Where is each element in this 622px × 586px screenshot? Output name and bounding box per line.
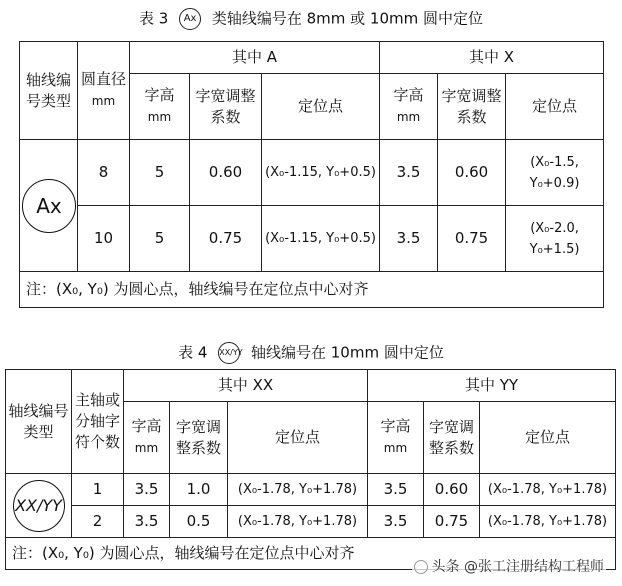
header-char-height-a-unit: mm: [147, 110, 172, 124]
header-position-yy: 定位点: [480, 402, 616, 474]
cell-char-height-xx: 3.5: [124, 474, 170, 506]
header-char-height-a-label: 字高: [144, 86, 175, 104]
cell-char-height-yy: 3.5: [368, 506, 424, 538]
cell-position-x: (X₀-1.5, Y₀+0.9): [506, 140, 604, 206]
watermark-text: 头条 @张工注册结构工程师: [431, 559, 604, 575]
table2-note: 注：(X₀, Y₀) 为圆心点，轴线编号在定位点中心对齐: [6, 538, 616, 570]
header-char-height-yy-label: 字高: [380, 417, 411, 435]
header-type: 轴线编号类型: [20, 42, 78, 140]
cell-char-height-xx: 3.5: [124, 506, 170, 538]
header-char-height-x-unit: mm: [396, 110, 421, 124]
header-diameter-label: 圆直径: [80, 70, 126, 88]
header-diameter: [78, 42, 130, 140]
cell-char-width-yy: 0.60: [424, 474, 480, 506]
symbol-cell: [20, 140, 78, 272]
table1-caption: [0, 8, 622, 30]
cell-char-width-a: 0.60: [190, 140, 262, 206]
watermark: [412, 556, 606, 576]
cell-count: 1: [72, 474, 124, 506]
cell-position-a: (X₀-1.15, Y₀+0.5): [262, 206, 380, 272]
cell-diameter: 10: [78, 206, 130, 272]
table2: [5, 369, 616, 570]
ax-symbol-icon: Ax: [179, 8, 201, 30]
cell-position-xx: (X₀-1.78, Y₀+1.78): [228, 506, 368, 538]
header-char-width-a: 字宽调整系数: [190, 74, 262, 140]
header-char-height-x: [380, 74, 438, 140]
header-type: 轴线编号类型: [6, 370, 72, 474]
table2-caption-prefix: 表 4: [178, 343, 208, 362]
header-char-height-xx-unit: mm: [134, 441, 159, 455]
header-diameter-unit: mm: [91, 94, 116, 108]
cell-char-height-yy: 3.5: [368, 474, 424, 506]
header-position-a: 定位点: [262, 74, 380, 140]
cell-char-height-x: 3.5: [380, 140, 438, 206]
header-char-height-yy: [368, 402, 424, 474]
header-position-x: 定位点: [506, 74, 604, 140]
table1-caption-suffix: 类轴线编号在 8mm 或 10mm 圆中定位: [211, 9, 484, 28]
header-char-height-x-label: 字高: [393, 86, 424, 104]
header-char-height-xx-label: 字高: [131, 417, 162, 435]
table1-caption-prefix: 表 3: [138, 9, 169, 28]
header-char-width-x: 字宽调整系数: [438, 74, 506, 140]
header-char-width-yy: 字宽调整系数: [424, 402, 480, 474]
cell-char-width-x: 0.75: [438, 206, 506, 272]
xx-yy-circle-icon: XX/YY: [13, 480, 65, 532]
header-group-xx: 其中 XX: [124, 370, 368, 402]
table2-caption: [0, 342, 622, 364]
header-char-height-a: [130, 74, 190, 140]
header-char-height-xx: [124, 402, 170, 474]
cell-count: 2: [72, 506, 124, 538]
cell-char-width-a: 0.75: [190, 206, 262, 272]
header-count: 主轴或分轴字符个数: [72, 370, 124, 474]
cell-position-a: (X₀-1.15, Y₀+0.5): [262, 140, 380, 206]
table2-caption-suffix: 轴线编号在 10mm 圆中定位: [251, 343, 444, 362]
header-group-yy: 其中 YY: [368, 370, 616, 402]
header-position-xx: 定位点: [228, 402, 368, 474]
cell-position-yy: (X₀-1.78, Y₀+1.78): [480, 506, 616, 538]
cell-char-width-yy: 0.75: [424, 506, 480, 538]
ax-circle-icon: Ax: [22, 179, 76, 233]
table1: [19, 41, 604, 308]
cell-position-xx: (X₀-1.78, Y₀+1.78): [228, 474, 368, 506]
table1-note: 注：(X₀, Y₀) 为圆心点，轴线编号在定位点中心对齐: [20, 272, 604, 308]
header-char-height-yy-unit: mm: [383, 441, 408, 455]
toutiao-logo-icon: [414, 560, 428, 574]
cell-char-height-x: 3.5: [380, 206, 438, 272]
cell-char-height-a: 5: [130, 140, 190, 206]
xx-yy-symbol-icon: XX/YY: [218, 342, 240, 364]
cell-position-yy: (X₀-1.78, Y₀+1.78): [480, 474, 616, 506]
cell-char-width-xx: 0.5: [170, 506, 228, 538]
header-group-x: 其中 X: [380, 42, 604, 74]
cell-position-x: (X₀-2.0, Y₀+1.5): [506, 206, 604, 272]
cell-char-width-x: 0.60: [438, 140, 506, 206]
header-group-a: 其中 A: [130, 42, 380, 74]
symbol-cell: [6, 474, 72, 538]
cell-diameter: 8: [78, 140, 130, 206]
header-char-width-xx: 字宽调整系数: [170, 402, 228, 474]
cell-char-width-xx: 1.0: [170, 474, 228, 506]
cell-char-height-a: 5: [130, 206, 190, 272]
